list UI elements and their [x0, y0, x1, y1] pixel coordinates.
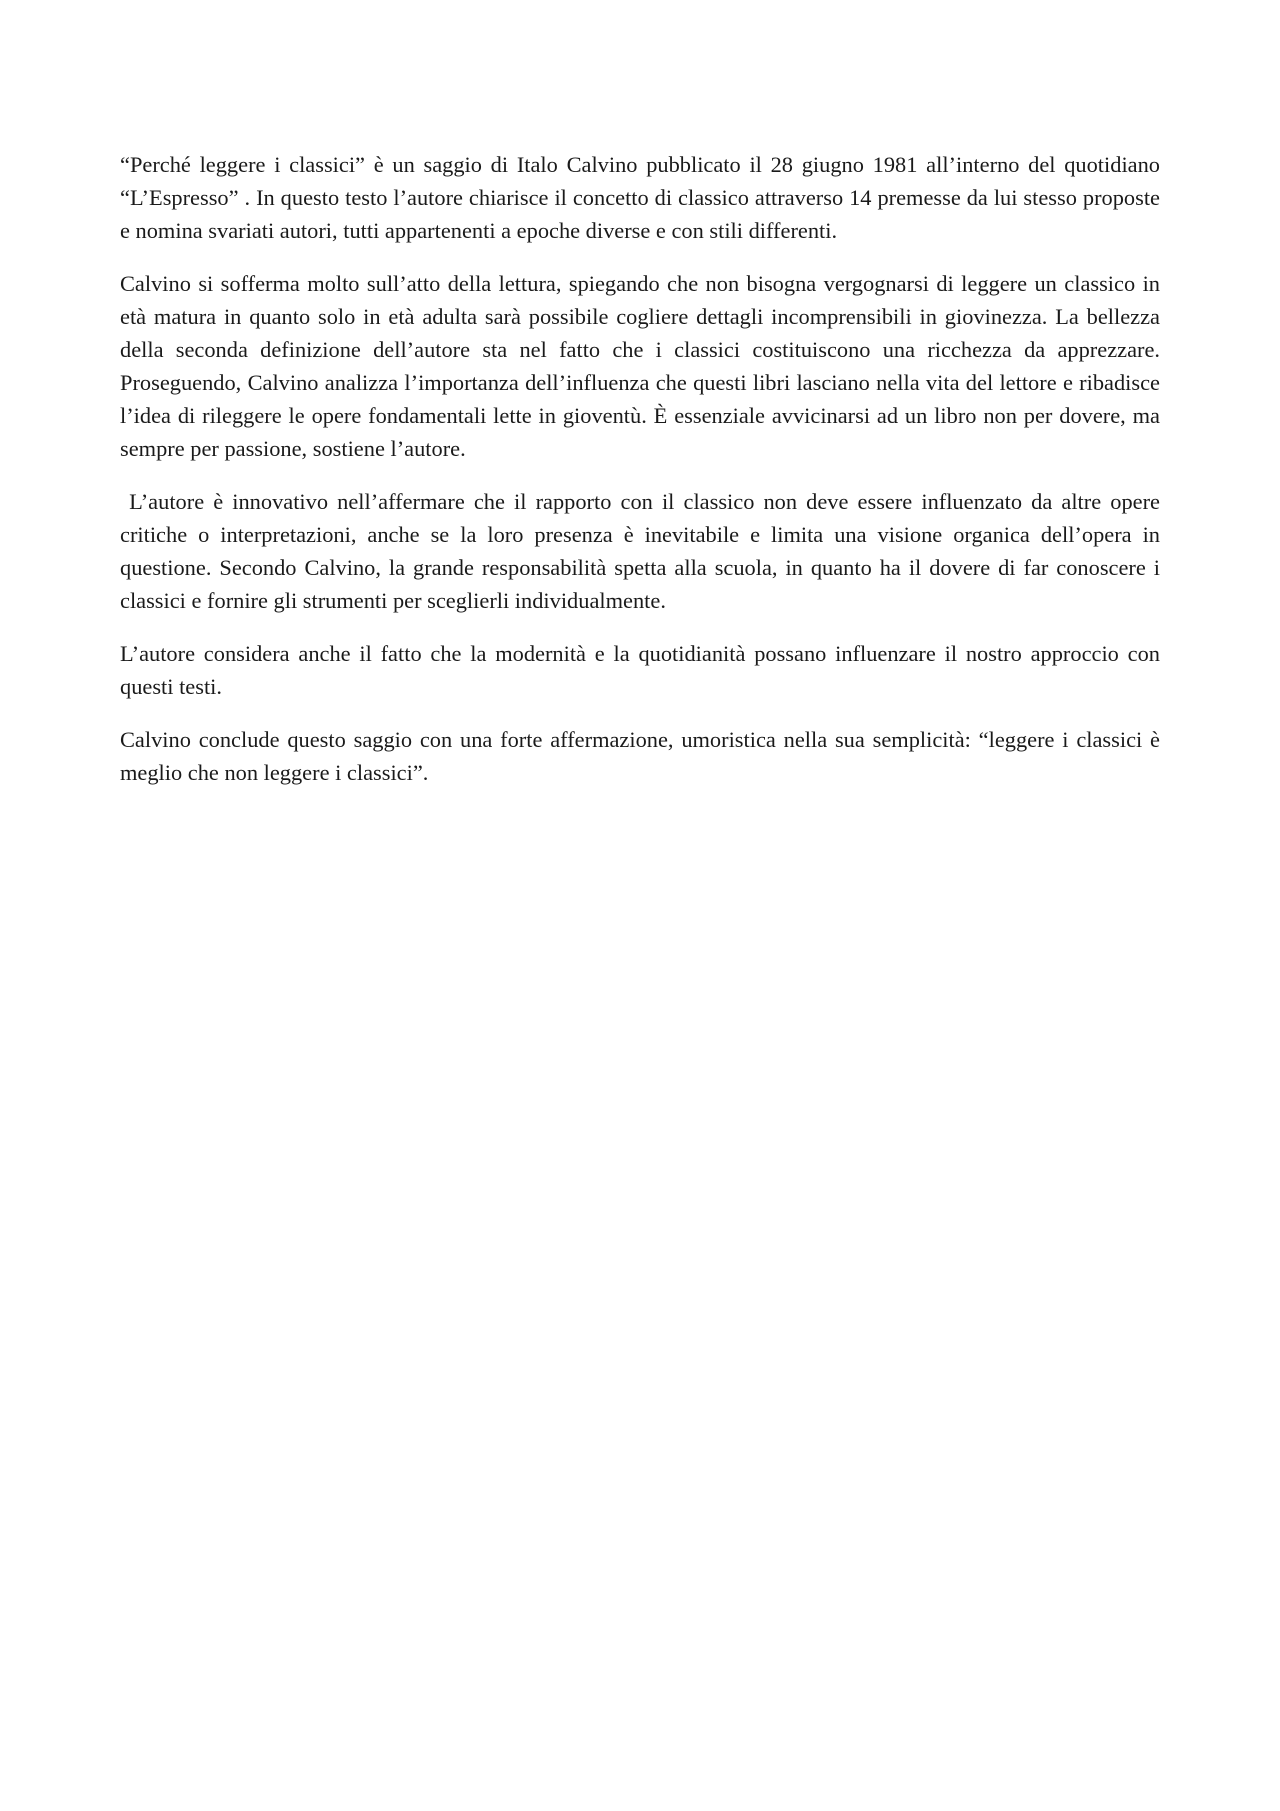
paragraph-reading: Calvino si sofferma molto sull’atto della lettura, spiegando che non bisogna vergognarsi di leggere un classico in età matura in quanto solo in età adulta sarà possibile cogliere dettagli incomprensibili in giovinezza. La bellezza della seconda definizione dell’autore sta nel fatto che i classici costituiscono una ricchezza da apprezzare. Proseguendo, Calvino analizza l’importanza dell’influenza che questi libri lasciano nella vita del lettore e ribadisce l’idea di rileggere le opere fondamentali lette in gioventù. È essenziale avvicinarsi ad un libro non per dovere, ma sempre per passione, sostiene l’autore. — [120, 271, 1160, 461]
paragraph-school: L’autore è innovativo nell’affermare che il rapporto con il classico non deve essere influenzato da altre opere critiche o interpretazioni, anche se la loro presenza è inevitabile e limita una visione organica dell’opera in questione. Secondo Calvino, la grande responsabilità spetta alla scuola, in quanto ha il dovere di far conoscere i classici e fornire gli strumenti per sceglierli individualmente. — [120, 489, 1166, 613]
paragraph-conclusion: Calvino conclude questo saggio con una forte affermazione, umoristica nella sua semplicità: “leggere i classici è meglio che non leggere i classici”. — [120, 727, 1160, 785]
document-body — [120, 148, 1166, 809]
paragraph-intro: “Perché leggere i classici” è un saggio di Italo Calvino pubblicato il 28 giugno 1981 all’interno del quotidiano “L’Espresso” . In questo testo l’autore chiarisce il concetto di classico attraverso 14 premesse da lui stesso proposte e nomina svariati autori, tutti appartenenti a epoche diverse e con stili differenti. — [120, 152, 1160, 243]
paragraph-modernity: L’autore considera anche il fatto che la modernità e la quotidianità possano influenzare il nostro approccio con questi testi. — [120, 641, 1160, 699]
